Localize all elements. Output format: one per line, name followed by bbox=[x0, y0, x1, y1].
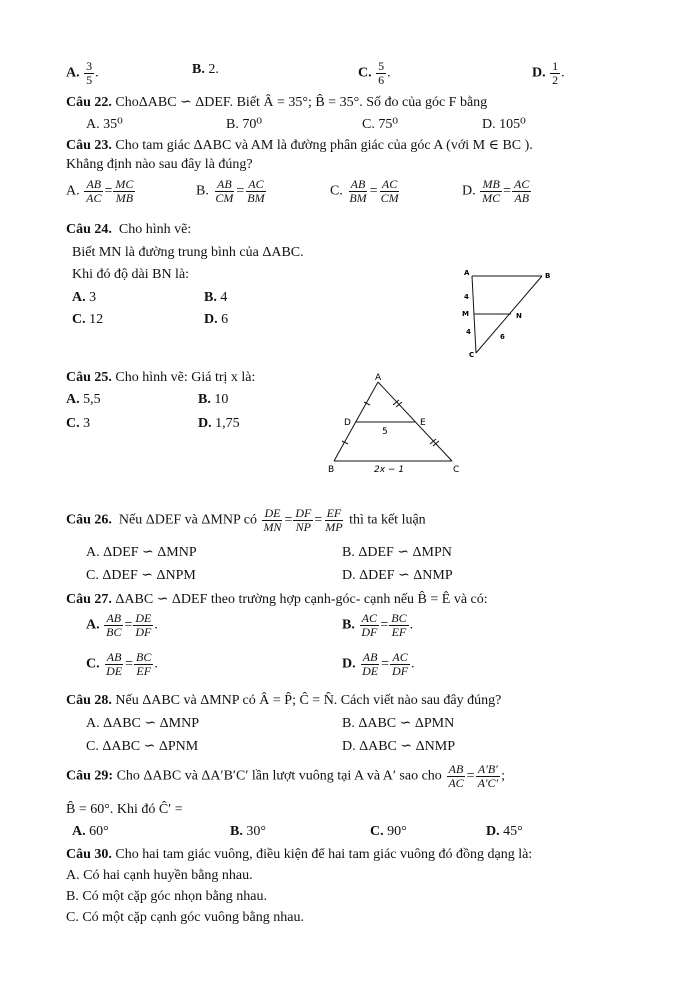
fraction: $\frac{3}{5}$ bbox=[86, 59, 93, 87]
q26-option-c[interactable]: C. ΔDEF ∽ ΔNPM bbox=[86, 568, 196, 583]
label-c: C bbox=[469, 351, 475, 359]
q21-option-b[interactable]: B. 2. bbox=[192, 62, 219, 77]
label-nc: 6 bbox=[500, 333, 505, 341]
q27-option-c[interactable]: C. $\frac{AB}{DE}$ = $\frac{BC}{EF}$ . bbox=[86, 650, 158, 678]
q21-option-d[interactable]: D. $\frac{1}{2}$ . bbox=[532, 59, 565, 87]
label-mc: 4 bbox=[466, 328, 471, 336]
q30-option-c[interactable]: C. Có một cặp cạnh góc vuông bằng nhau. bbox=[66, 910, 304, 925]
fraction: $\frac{AB}{DE}$ bbox=[362, 650, 379, 678]
q25-option-c[interactable]: C. 3 bbox=[66, 416, 91, 431]
fraction: $\frac{AC}{DF}$ bbox=[392, 650, 409, 678]
fraction: $\frac{AB}{BC}$ bbox=[106, 611, 122, 639]
q26-stem: Câu 26. Nếu ΔDEF và ΔMNP có $\frac{DE}{MN}$ = $\frac{DF}{NP}$ = $\frac{EF}{MP}$ thì ta kết luận bbox=[66, 506, 426, 534]
q24-stem: Câu 24. Cho hình vẽ: bbox=[66, 222, 192, 237]
q26-option-b[interactable]: B. ΔDEF ∽ ΔMPN bbox=[342, 545, 452, 560]
fraction: $\frac{AC}{AB}$ bbox=[514, 177, 530, 205]
q23-option-d[interactable]: D. $\frac{MB}{MC}$ = $\frac{AC}{AB}$ bbox=[462, 177, 530, 205]
q25-stem: Câu 25. Cho hình vẽ: Giá trị x là: bbox=[66, 370, 256, 385]
q30-option-b[interactable]: B. Có một cặp góc nhọn bằng nhau. bbox=[66, 889, 268, 904]
fraction: $\frac{AC}{BM}$ bbox=[247, 177, 265, 205]
label-c: C bbox=[453, 465, 460, 475]
q24-line2: Khi đó độ dài BN là: bbox=[72, 267, 190, 282]
fraction: $\frac{AB}{CM}$ bbox=[215, 177, 234, 205]
label-bc: 2x − 1 bbox=[374, 465, 405, 475]
q28-option-c[interactable]: C. ΔABC ∽ ΔPNM bbox=[86, 739, 199, 754]
q29-option-d[interactable]: D. 45° bbox=[486, 824, 523, 839]
fraction: $\frac{AC}{CM}$ bbox=[380, 177, 399, 205]
fraction: $\frac{A'B'}{A'C'}$ bbox=[477, 762, 499, 790]
q28-option-b[interactable]: B. ΔABC ∽ ΔPMN bbox=[342, 716, 455, 731]
q22-option-a[interactable]: A. 35⁰ bbox=[86, 117, 123, 132]
fraction: $\frac{MC}{MB}$ bbox=[115, 177, 134, 205]
q24-option-c[interactable]: C. 12 bbox=[72, 312, 104, 327]
q28-option-d[interactable]: D. ΔABC ∽ ΔNMP bbox=[342, 739, 455, 754]
label-b: B bbox=[328, 465, 335, 475]
q23-option-c[interactable]: C. $\frac{AB}{BM}$ = $\frac{AC}{CM}$ bbox=[330, 177, 399, 205]
q22-option-b[interactable]: B. 70⁰ bbox=[226, 117, 262, 132]
q29-option-a[interactable]: A. 60° bbox=[72, 824, 109, 839]
q21-options bbox=[66, 56, 626, 86]
q23-stem-line2: Khẳng định nào sau đây là đúng? bbox=[66, 157, 253, 172]
fraction: $\frac{DE}{MN}$ bbox=[263, 506, 282, 534]
q27-stem: Câu 27. ΔABC ∽ ΔDEF theo trường hợp cạnh-góc- cạnh nếu B̂ = Ê và có: bbox=[66, 592, 488, 607]
label-a: A bbox=[375, 373, 382, 383]
q27-option-a[interactable]: A. $\frac{AB}{BC}$ = $\frac{DE}{DF}$ . bbox=[86, 611, 158, 639]
q28-option-a[interactable]: A. ΔABC ∽ ΔMNP bbox=[86, 716, 199, 731]
q30-option-a[interactable]: A. Có hai cạnh huyền bằng nhau. bbox=[66, 868, 253, 883]
fraction: $\frac{AB}{BM}$ bbox=[349, 177, 367, 205]
q26-option-d[interactable]: D. ΔDEF ∽ ΔNMP bbox=[342, 568, 453, 583]
q22-option-d[interactable]: D. 105⁰ bbox=[482, 117, 526, 132]
q25-figure bbox=[316, 368, 476, 478]
q26-option-a[interactable]: A. ΔDEF ∽ ΔMNP bbox=[86, 545, 197, 560]
q23-stem: Câu 23. Cho tam giác ΔABC và AM là đường phân giác của góc A (với M ∈ BC ). bbox=[66, 138, 533, 153]
q24-option-a[interactable]: A. 3 bbox=[72, 290, 97, 305]
label-am: 4 bbox=[464, 293, 469, 301]
label-e: E bbox=[420, 418, 426, 428]
q29-line2: B̂ = 60°. Khi đó Ĉ′ = bbox=[66, 802, 183, 817]
fraction: $\frac{AB}{DE}$ bbox=[106, 650, 123, 678]
label-m: M bbox=[462, 310, 469, 318]
label-a: A bbox=[464, 269, 470, 277]
q29-stem: Câu 29: Cho ΔABC và ΔA′B′C′ lần lượt vuông tại A và A′ sao cho $\frac{AB}{AC}$ = $\frac{A'B'}{A'C'}$ ; bbox=[66, 762, 506, 790]
q24-figure bbox=[450, 266, 560, 360]
q28-stem: Câu 28. Nếu ΔABC và ΔMNP có Â = P̂; Ĉ = N̂. Cách viết nào sau đây đúng? bbox=[66, 693, 502, 708]
q22-option-c[interactable]: C. 75⁰ bbox=[362, 117, 398, 132]
q24-option-d[interactable]: D. 6 bbox=[204, 312, 229, 327]
fraction: $\frac{AB}{AC}$ bbox=[86, 177, 102, 205]
q22-stem: Câu 22. ChoΔABC ∽ ΔDEF. Biết Â = 35°; B̂ = 35°. Số đo của góc F bằng bbox=[66, 95, 488, 110]
q24-line1: Biết MN là đường trung bình của ΔABC. bbox=[72, 245, 304, 260]
q25-option-b[interactable]: B. 10 bbox=[198, 392, 229, 407]
q21-option-a[interactable]: A. $\frac{3}{5}$ . bbox=[66, 59, 99, 87]
q30-stem: Câu 30. Cho hai tam giác vuông, điều kiện để hai tam giác vuông đó đồng dạng là: bbox=[66, 847, 533, 862]
q29-option-b[interactable]: B. 30° bbox=[230, 824, 266, 839]
q27-option-b[interactable]: B. $\frac{AC}{DF}$ = $\frac{BC}{EF}$ . bbox=[342, 611, 414, 639]
q21-option-c[interactable]: C. $\frac{5}{6}$ . bbox=[358, 59, 391, 87]
q23-option-b[interactable]: B. $\frac{AB}{CM}$ = $\frac{AC}{BM}$ bbox=[196, 177, 265, 205]
q27-option-d[interactable]: D. $\frac{AB}{DE}$ = $\frac{AC}{DF}$ . bbox=[342, 650, 415, 678]
label-b: B bbox=[545, 272, 551, 280]
q29-option-c[interactable]: C. 90° bbox=[370, 824, 407, 839]
label-d: D bbox=[344, 418, 351, 428]
q25-option-d[interactable]: D. 1,75 bbox=[198, 416, 240, 431]
fraction: $\frac{DF}{NP}$ bbox=[295, 506, 312, 534]
fraction: $\frac{1}{2}$ bbox=[552, 59, 559, 87]
label-de: 5 bbox=[382, 427, 388, 437]
fraction: $\frac{BC}{EF}$ bbox=[391, 611, 407, 639]
fraction: $\frac{EF}{MP}$ bbox=[325, 506, 343, 534]
q23-option-a[interactable]: A. $\frac{AB}{AC}$ = $\frac{MC}{MB}$ bbox=[66, 177, 134, 205]
q25-option-a[interactable]: A. 5,5 bbox=[66, 392, 101, 407]
fraction: $\frac{5}{6}$ bbox=[378, 59, 385, 87]
fraction: $\frac{AC}{DF}$ bbox=[361, 611, 378, 639]
label-n: N bbox=[516, 312, 522, 320]
fraction: $\frac{BC}{EF}$ bbox=[136, 650, 152, 678]
fraction: $\frac{AB}{AC}$ bbox=[448, 762, 464, 790]
q24-option-b[interactable]: B. 4 bbox=[204, 290, 228, 305]
fraction: $\frac{MB}{MC}$ bbox=[482, 177, 501, 205]
fraction: $\frac{DE}{DF}$ bbox=[135, 611, 152, 639]
